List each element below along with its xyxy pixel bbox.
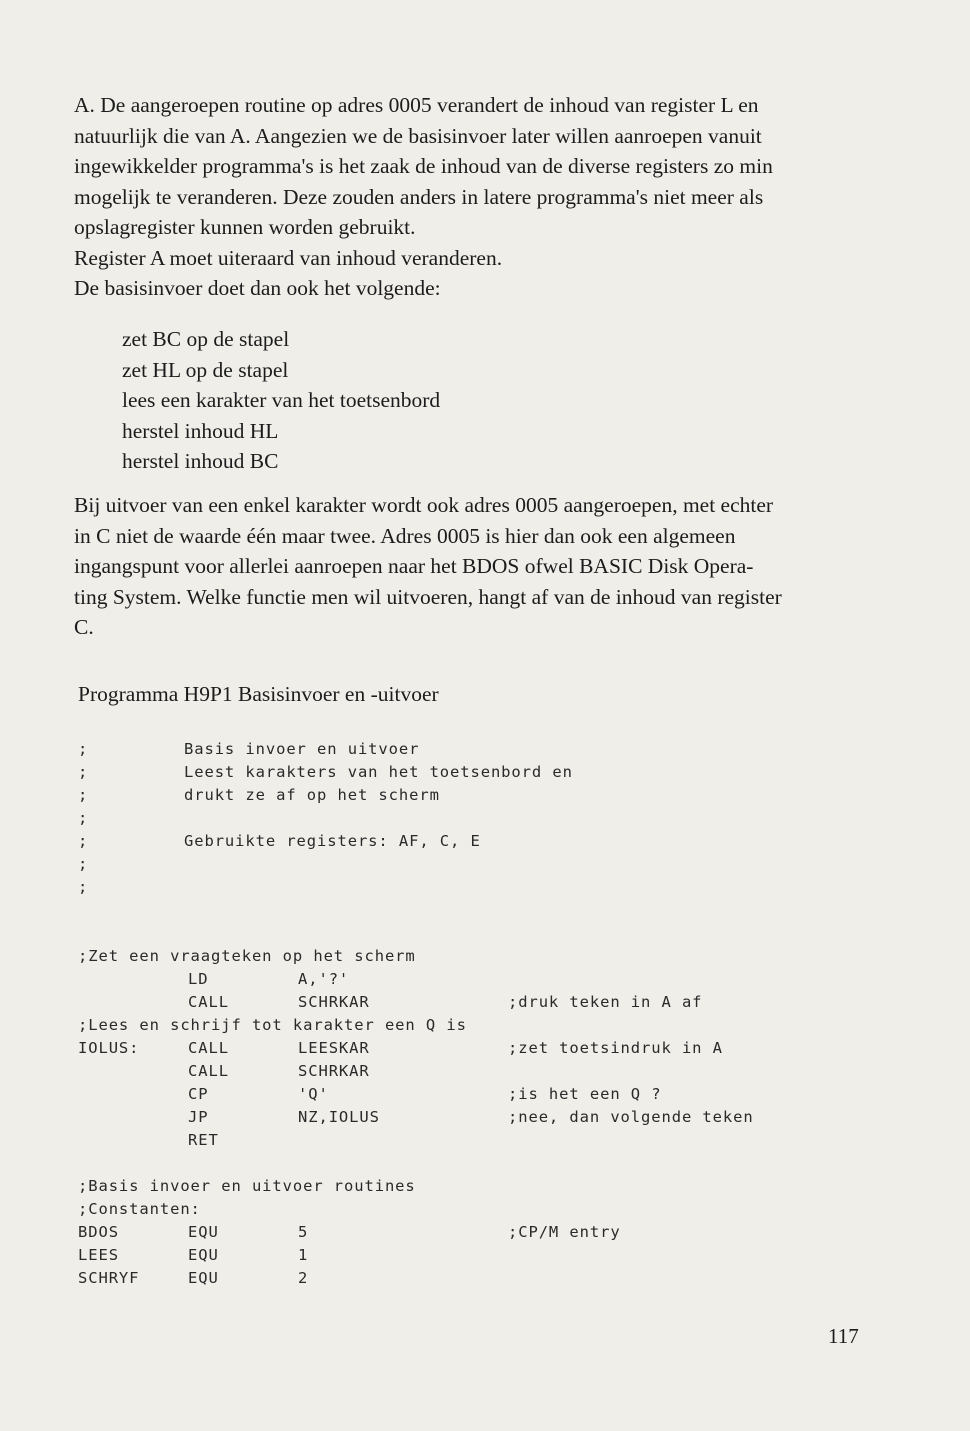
paragraph-line: C. [74,615,94,639]
intro-line: Register A moet uiteraard van inhoud veranderen. [74,245,503,270]
step-item: zet HL op de stapel [122,357,289,382]
paragraph-line: Bij uitvoer van een enkel karakter wordt ook adres 0005 aangeroepen, met echter [74,493,774,517]
step-item: herstel inhoud HL [122,418,279,443]
intro-line: De basisinvoer doet dan ook het volgende: [74,276,441,300]
intro-line: mogelijk te veranderen. Deze zouden anders in latere programma's niet meer als [74,184,764,209]
intro-line: ingewikkelder programma's is het zaak de inhoud van de diverse registers zo min [74,154,773,178]
intro-line: natuurlijk die van A. Aangezien we de basisinvoer later willen aanroepen vanuit [74,123,762,148]
step-item: lees een karakter van het toetsenbord [122,388,441,412]
paragraph-line: ingangspunt voor allerlei aanroepen naar het BDOS ofwel BASIC Disk Opera- [74,554,754,578]
paragraph-line: ting System. Welke functie men wil uitvoeren, hangt af van de inhoud van register [74,584,782,609]
page-number: 117 [828,1324,859,1348]
step-item: herstel inhoud BC [122,449,279,473]
program-title: Programma H9P1 Basisinvoer en -uitvoer [78,682,439,706]
steps-list [122,324,440,477]
paragraph-line: in C niet de waarde één maar twee. Adres 0005 is hier dan ook een algemeen [74,523,736,548]
intro-paragraph [74,90,864,304]
intro-line: A. De aangeroepen routine op adres 0005 verandert de inhoud van register L en [74,93,759,117]
book-page: A. De aangeroepen routine op adres 0005 verandert de inhoud van register L en natuurlijk die van A. Aangezien we de basisinvoer later willen aanroepen vanuit ingewikkelder programma's is het zaak de inhoud van de diverse registers zo min mogelijk te veranderen. Deze zouden anders in latere programma's niet meer als opslagregister kunnen worden gebruikt. Register A moet uiteraard van inhoud veranderen. De basisinvoer doet dan ook het volgende: zet BC op de stapel zet HL op de stapel lees een karakter van het toetsenbord herstel inhoud HL herstel inhoud BC Bij uitvoer van een enkel karakter wordt ook adres 0005 aangeroepen, met echter in C niet de waarde één maar twee. Adres 0005 is hier dan ook een algemeen ingangspunt voor allerlei aanroepen naar het BDOS ofwel BASIC Disk Opera- ting System. Welke functie men wil uitvoeren, hangt af van de inhoud van register C. Programma H9P1 Basisinvoer en -uitvoer ; Basis invoer en uitvoer ; Leest karakters van het toetsenbord en ; drukt ze af op het scherm ; ; Gebruikte registers: AF, C, E ; ; ;Zet een vraagteken op het scherm LD A,'?' CALL SCHRKAR ;druk teken in A af ;Lees en schrijf tot karakter een Q is IOLUS: CALL LEESKAR ;zet toetsindruk in A CALL SCHRKAR CP 'Q' ;is het een Q ? JP NZ,IOLUS ;nee, dan volgende teken RET ;Basis invoer en uitvoer routines ;Constanten: BDOS EQU 5 ;CP/M entry LEES EQU 1 SCHRYF EQU 2 117 [0,0,970,1431]
step-item: zet BC op de stapel [122,327,290,351]
intro-line: opslagregister kunnen worden gebruikt. [74,215,416,239]
second-paragraph [74,490,864,643]
